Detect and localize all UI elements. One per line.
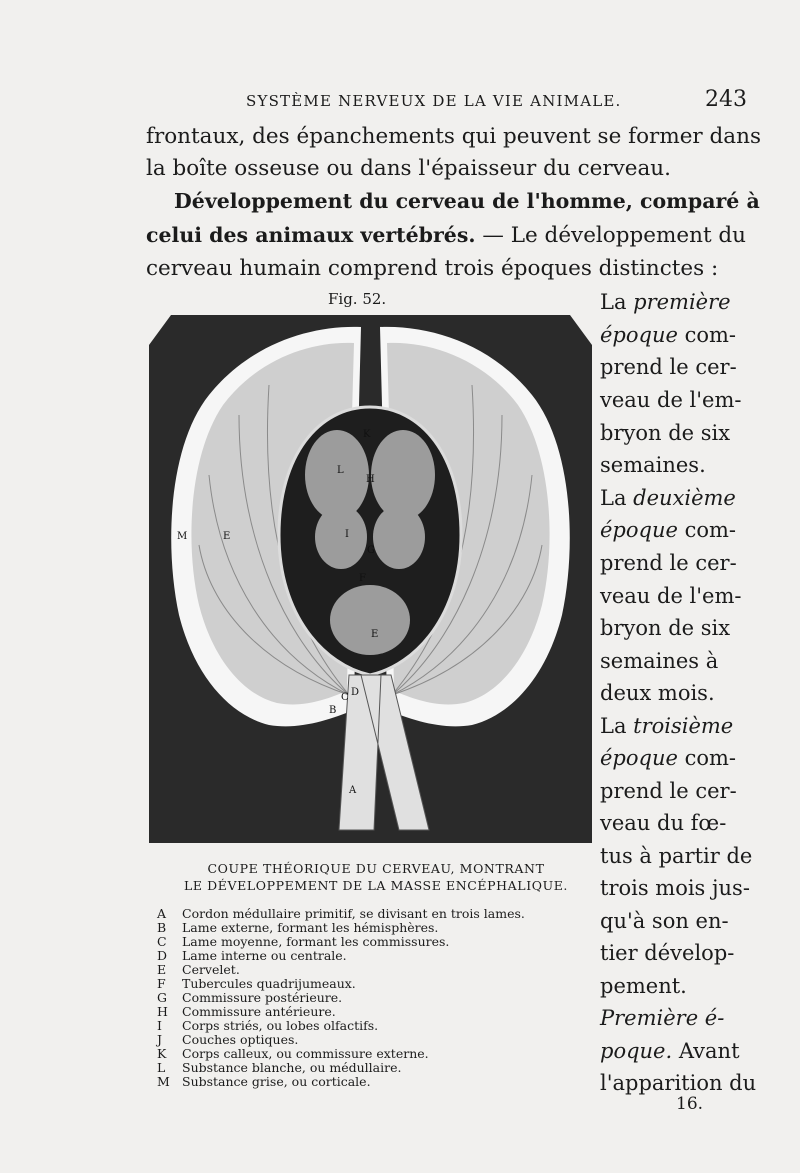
side-text: l'apparition du bbox=[600, 1071, 757, 1095]
figure-letter-e-center: E bbox=[371, 629, 379, 640]
signature-mark: 16. bbox=[676, 1094, 704, 1114]
side-column-line bbox=[600, 1039, 740, 1063]
side-text: Avant bbox=[672, 1039, 740, 1063]
side-text: La bbox=[600, 486, 634, 510]
side-text-italic: deuxième bbox=[633, 486, 736, 510]
legend-item: C Lame moyenne, formant les commissures. bbox=[157, 934, 450, 949]
side-column-line bbox=[600, 486, 736, 510]
legend-item: A Cordon médullaire primitif, se divisant en trois lames. bbox=[157, 906, 525, 921]
side-text: com- bbox=[677, 746, 737, 770]
side-column-line bbox=[600, 616, 730, 640]
side-column-line bbox=[600, 811, 726, 835]
side-text: semaines. bbox=[600, 453, 706, 477]
side-column-line bbox=[600, 941, 734, 965]
side-column-line bbox=[600, 421, 730, 445]
side-text: com- bbox=[677, 518, 737, 542]
brain-section-figure bbox=[149, 315, 592, 843]
side-text: tier dévelop- bbox=[600, 941, 735, 965]
side-text-italic: époque bbox=[600, 746, 678, 770]
optic-layer-right bbox=[373, 505, 425, 569]
side-column-line bbox=[600, 909, 729, 933]
side-column-line bbox=[600, 323, 736, 347]
section-heading-part: celui des animaux vertébrés. bbox=[146, 223, 476, 247]
side-column-line bbox=[600, 779, 737, 803]
figure-letter-i: I bbox=[345, 529, 349, 540]
side-column-line bbox=[600, 714, 733, 738]
legend-item: M Substance grise, ou corticale. bbox=[157, 1074, 371, 1089]
figure-caption-line-2: LE DÉVELOPPEMENT DE LA MASSE ENCÉPHALIQUE. bbox=[183, 878, 569, 893]
side-text-italic: époque bbox=[600, 518, 678, 542]
figure-letter-b: B bbox=[329, 705, 337, 716]
page-number: 243 bbox=[705, 87, 747, 112]
legend-item: F Tubercules quadrijumeaux. bbox=[157, 976, 356, 991]
figure-letter-g: G bbox=[367, 545, 375, 556]
side-text: veau de l'em- bbox=[600, 388, 742, 412]
legend-item: J Couches optiques. bbox=[157, 1032, 299, 1047]
figure-letter-c: C bbox=[341, 692, 349, 703]
figure-letter-a: A bbox=[349, 785, 357, 796]
side-column-line bbox=[600, 584, 741, 608]
figure-label: Fig. 52. bbox=[328, 290, 387, 308]
body-line-3: cerveau humain comprend trois époques distinctes : bbox=[146, 256, 719, 281]
section-heading-line-1: Développement du cerveau de l'homme, comparé à bbox=[174, 189, 760, 213]
side-text: deux mois. bbox=[600, 681, 715, 705]
legend-item: D Lame interne ou centrale. bbox=[157, 948, 347, 963]
side-column-line bbox=[600, 551, 737, 575]
side-column-line bbox=[600, 290, 731, 314]
section-heading-line-2 bbox=[146, 223, 746, 248]
body-text-part: — Le développement du bbox=[482, 223, 747, 248]
figure-letter-f: F bbox=[359, 573, 366, 584]
legend-item: G Commissure postérieure. bbox=[157, 990, 343, 1005]
side-text: tus à partir de bbox=[600, 844, 753, 868]
figure-letter-h: H bbox=[366, 474, 375, 485]
side-text: veau du fœ- bbox=[600, 811, 727, 835]
side-text: veau de l'em- bbox=[600, 584, 742, 608]
side-text: bryon de six bbox=[600, 421, 731, 445]
side-column-line bbox=[600, 681, 715, 705]
side-column-line bbox=[600, 518, 736, 542]
side-column-line bbox=[600, 1071, 756, 1095]
legend-item: B Lame externe, formant les hémisphères. bbox=[157, 920, 439, 935]
legend-item: H Commissure antérieure. bbox=[157, 1004, 336, 1019]
side-text: com- bbox=[677, 323, 737, 347]
side-text: pement. bbox=[600, 974, 687, 998]
figure-letter-m: M bbox=[177, 531, 188, 542]
side-column-line bbox=[600, 355, 737, 379]
legend-item: L Substance blanche, ou médullaire. bbox=[157, 1060, 402, 1075]
legend-item: E Cervelet. bbox=[157, 962, 240, 977]
side-text: trois mois jus- bbox=[600, 876, 750, 900]
side-column-line bbox=[600, 746, 736, 770]
figure-caption-line-1: COUPE THÉORIQUE DU CERVEAU, MONTRANT bbox=[207, 861, 545, 876]
side-column-line bbox=[600, 649, 718, 673]
side-column-line bbox=[600, 1006, 724, 1030]
side-text: La bbox=[600, 290, 634, 314]
figure-letter-d: D bbox=[351, 687, 360, 698]
side-text: prend le cer- bbox=[600, 355, 737, 379]
side-text: bryon de six bbox=[600, 616, 731, 640]
optic-layer-left bbox=[315, 505, 367, 569]
side-column-line bbox=[600, 453, 706, 477]
figure-letter-l: L bbox=[337, 465, 344, 476]
side-text-italic: poque. bbox=[600, 1039, 673, 1063]
side-text-italic: première bbox=[633, 290, 731, 314]
body-line-2: la boîte osseuse ou dans l'épaisseur du cerveau. bbox=[146, 156, 671, 181]
side-text: qu'à son en- bbox=[600, 909, 729, 933]
running-head: SYSTÈME NERVEUX DE LA VIE ANIMALE. bbox=[246, 92, 622, 110]
figure-letter-e-left: E bbox=[223, 531, 231, 542]
side-text-italic: troisième bbox=[633, 714, 734, 738]
body-line-1: frontaux, des épanchements qui peuvent se former dans bbox=[146, 124, 762, 149]
side-text-italic: Première é- bbox=[600, 1006, 725, 1030]
figure-letter-k: K bbox=[363, 429, 371, 440]
side-text: prend le cer- bbox=[600, 551, 737, 575]
side-column-line bbox=[600, 844, 752, 868]
side-text: La bbox=[600, 714, 634, 738]
legend-item: K Corps calleux, ou commissure externe. bbox=[157, 1046, 429, 1061]
cerebellum bbox=[330, 585, 410, 655]
side-text: semaines à bbox=[600, 649, 719, 673]
side-column-line bbox=[600, 974, 687, 998]
side-text: prend le cer- bbox=[600, 779, 737, 803]
side-column-line bbox=[600, 388, 741, 412]
legend-item: I Corps striés, ou lobes olfactifs. bbox=[157, 1018, 379, 1033]
side-column-line bbox=[600, 876, 750, 900]
side-text-italic: époque bbox=[600, 323, 678, 347]
